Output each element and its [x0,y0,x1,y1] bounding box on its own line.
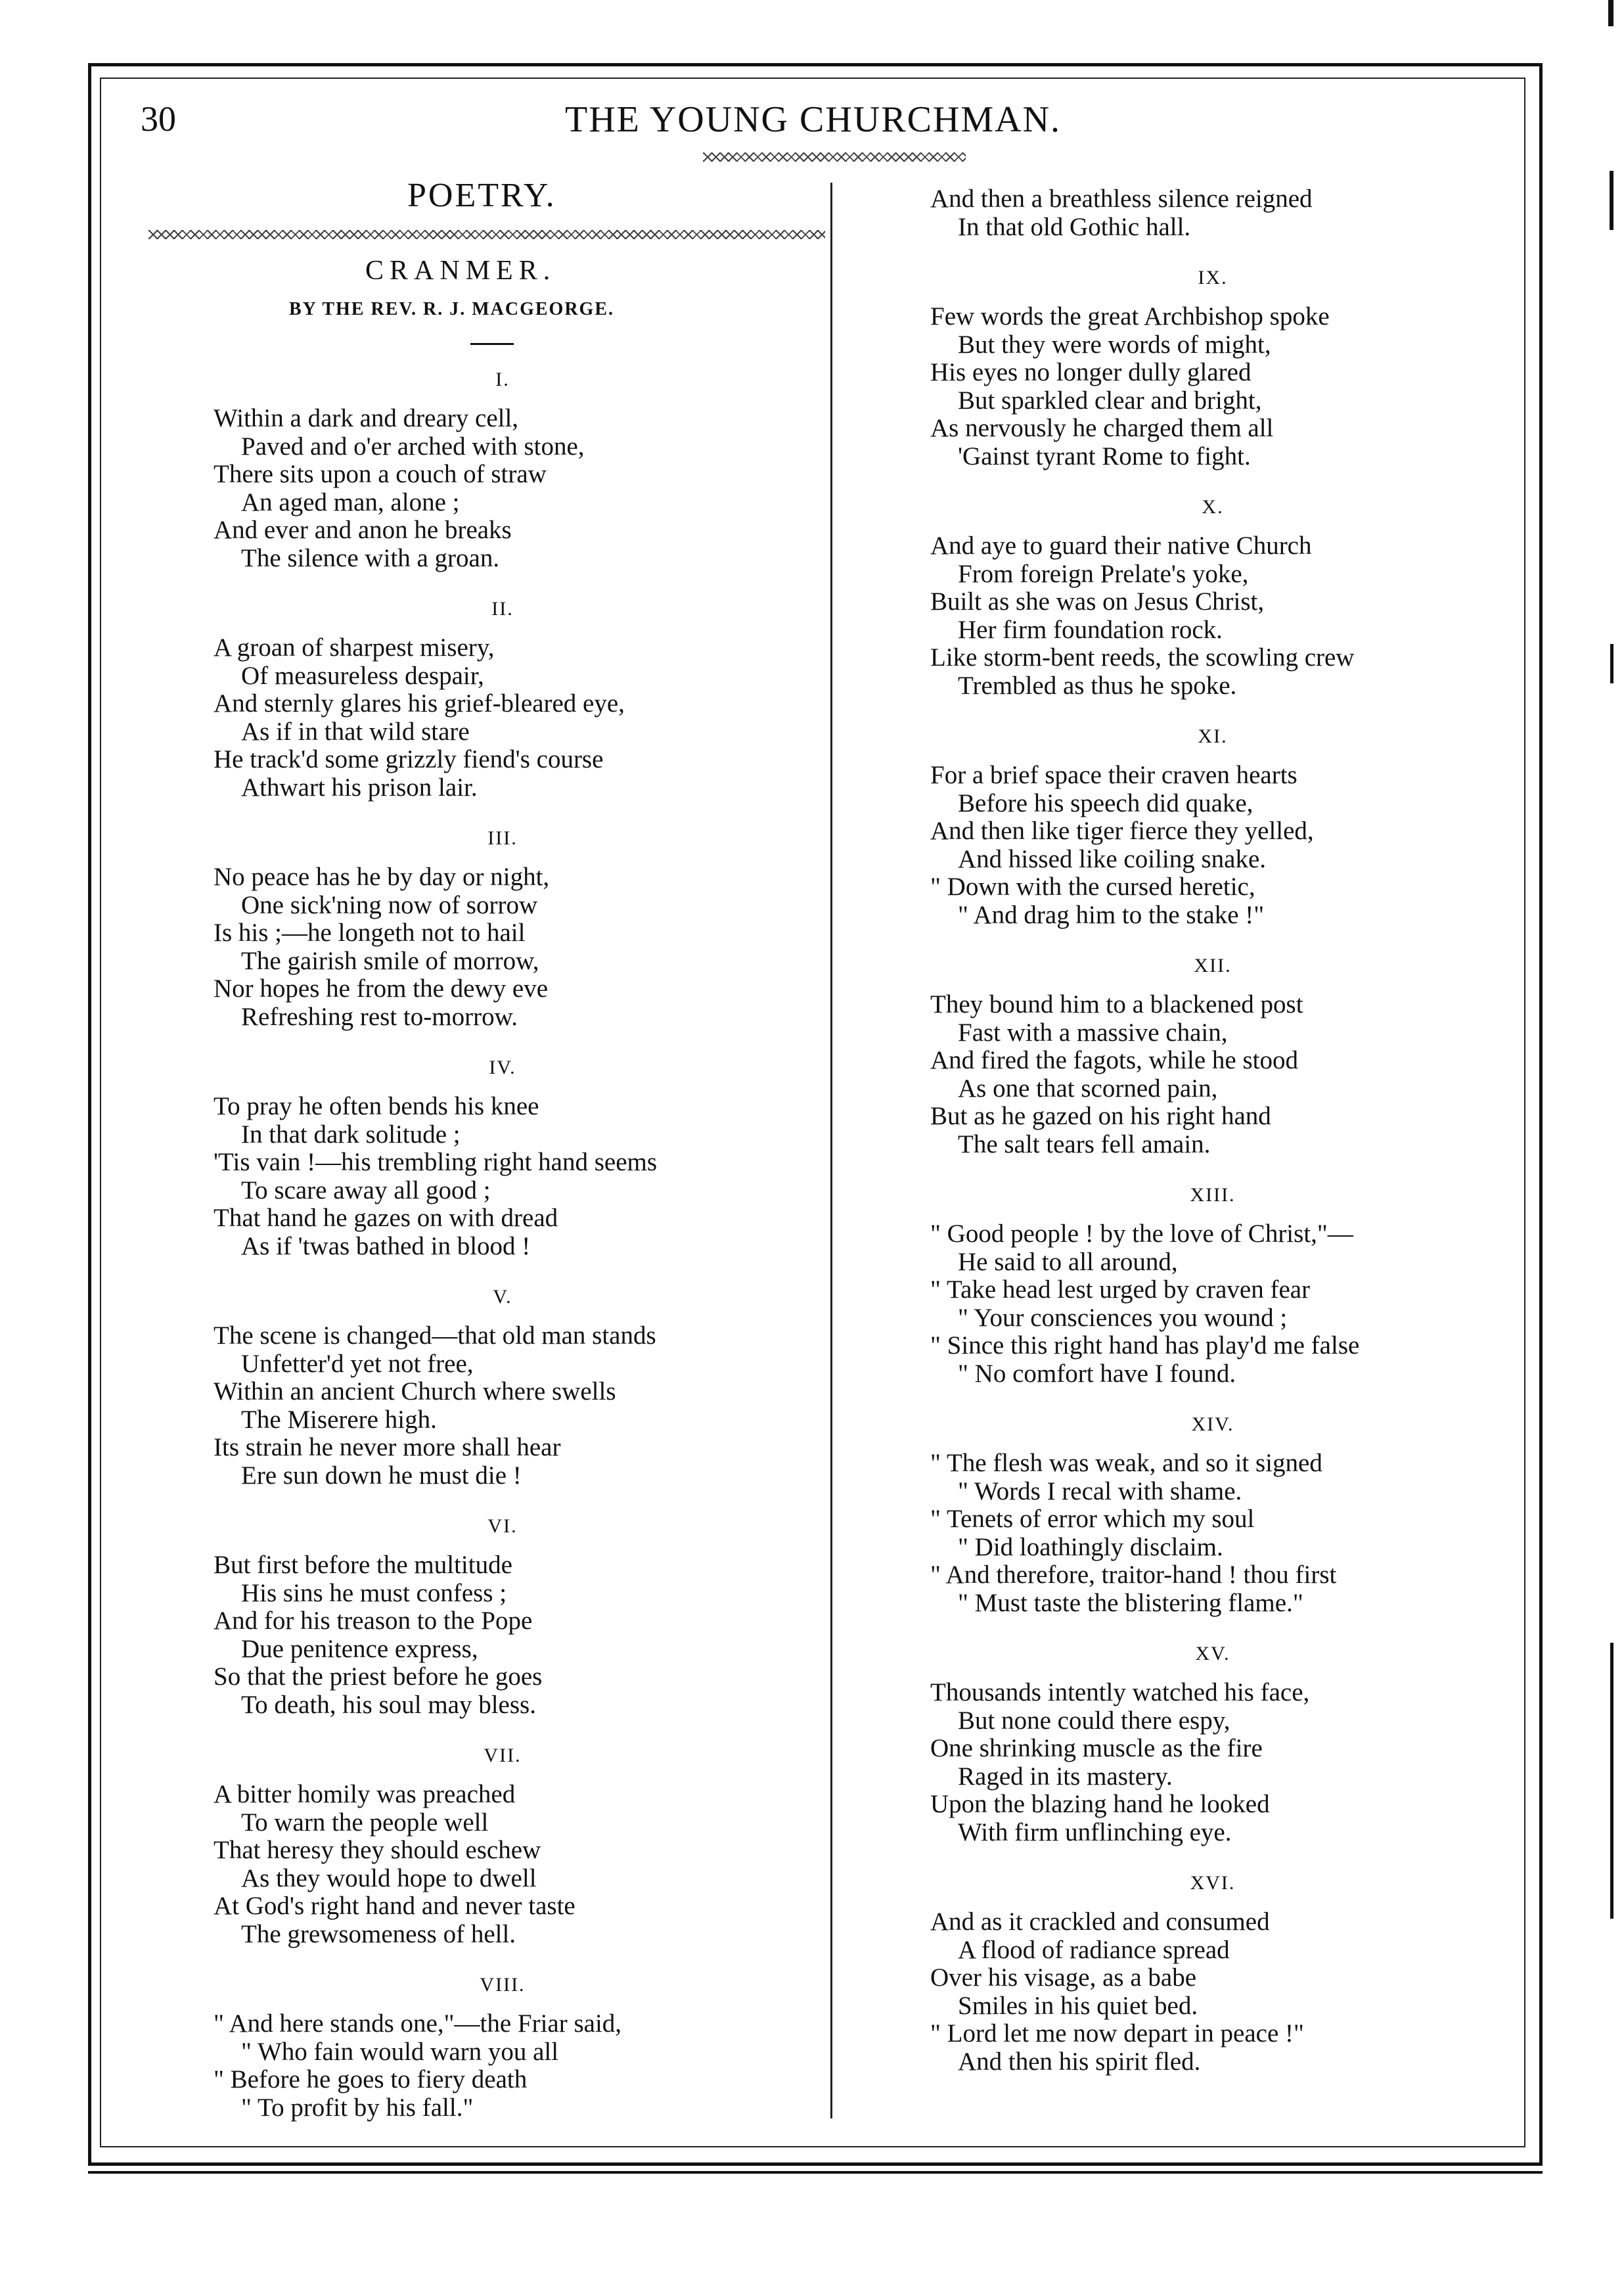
poem-line: A flood of radiance spread [958,1935,1230,1964]
poem-line: To pray he often bends his knee [214,1092,539,1120]
poem-line: That hand he gazes on with dread [214,1204,558,1232]
poem-line: The salt tears fell amain. [958,1130,1211,1158]
poem-line: An aged man, alone ; [241,488,460,516]
stanza [930,1870,1495,2076]
poem-line: The gairish smile of morrow, [241,946,539,975]
poem-line: One sick'ning now of sorrow [241,890,538,919]
poem-line: With firm unflinching eye. [958,1818,1232,1846]
stanza-numeral: XV. [1195,1643,1230,1664]
poem-line: Within a dark and dreary cell, [214,404,519,432]
poem-line: Her firm foundation rock. [958,615,1223,644]
page-number: 30 [141,99,176,139]
poem-line: So that the priest before he goes [214,1662,543,1691]
poem-line: But first before the multitude [214,1551,512,1579]
stanza [930,1182,1495,1388]
poem-line: Due penitence express, [241,1634,478,1663]
stanza-numeral: VII. [484,1745,522,1766]
poem-line: To warn the people well [241,1808,489,1837]
edge-mark-lower [1610,1643,1613,1919]
poem-line: Of measureless despair, [241,661,484,690]
poem-byline: BY THE REV. R. J. MACGEORGE. [289,299,614,319]
column-divider [830,183,832,2118]
poem-line: " Take head lest urged by craven fear [930,1275,1311,1304]
stanza [930,1641,1495,1846]
poem-line: Raged in its mastery. [958,1762,1173,1791]
stanza [214,1972,792,2122]
poem-line: " Tenets of error which my soul [930,1505,1255,1533]
left-column [214,367,792,2122]
poem-line: " No comfort have I found. [958,1359,1236,1388]
poem-line: As if 'twas bathed in blood ! [241,1231,531,1260]
poem-line: Built as she was on Jesus Christ, [930,587,1265,616]
stanza-numeral: VI. [487,1515,518,1537]
poem-line: From foreign Prelate's yoke, [958,559,1249,588]
poem-line: " The flesh was weak, and so it signed [930,1449,1322,1477]
poem-line: Ere sun down he must die ! [241,1461,522,1490]
poem-line: Trembled as thus he spoke. [958,671,1237,700]
stanza [930,723,1495,929]
poem-line: " Must taste the blistering flame." [958,1588,1303,1617]
poem-line: " Lord let me now depart in peace !" [930,2019,1304,2048]
stanza-numeral: XII. [1194,955,1232,976]
poem-line: There sits upon a couch of straw [214,460,547,488]
stanza [930,494,1495,700]
bottom-rule [88,2171,1543,2174]
poem-line: " Down with the cursed heretic, [930,873,1255,901]
poem-line: Its strain he never more shall hear [214,1433,561,1461]
poem-line: " Since this right hand has play'd me false [930,1331,1360,1360]
poem-line: His eyes no longer dully glared [930,358,1252,386]
stanza [930,265,1495,470]
poem-line: As nervously he charged them all [930,414,1274,442]
stanza-numeral: IX. [1198,267,1228,288]
poem-line: Upon the blazing hand he looked [930,1790,1270,1818]
poem-line: No peace has he by day or night, [214,863,550,891]
stanza-numeral: XI. [1198,725,1228,747]
poem-line: A groan of sharpest misery, [214,633,495,662]
running-head: THE YOUNG CHURCHMAN. [565,99,1062,140]
stanza-numeral: XVI. [1190,1872,1236,1894]
stanza [214,1055,792,1260]
poem-line: " And therefore, traitor-hand ! thou first [930,1561,1337,1589]
poem-line: And for his treason to the Pope [214,1607,533,1635]
poem-line: Paved and o'er arched with stone, [241,432,585,461]
poem-line: That heresy they should eschew [214,1836,541,1864]
poem-line: But as he gazed on his right hand [930,1102,1271,1130]
poem-line: Unfetter'd yet not free, [241,1349,474,1378]
poem-line: At God's right hand and never taste [214,1892,575,1920]
stanza [214,1284,792,1490]
poem-line: The grewsomeness of hell. [241,1919,516,1948]
poem-line: " Your consciences you wound ; [958,1303,1288,1332]
stanza-numeral: VIII. [480,1974,526,1996]
poem-line: Fast with a massive chain, [958,1018,1228,1047]
poem-line: One shrinking muscle as the fire [930,1734,1263,1762]
poem-line: " Who fain would warn you all [241,2037,559,2066]
poem-line: And as it crackled and consumed [930,1908,1270,1936]
poem-line: Before his speech did quake, [958,789,1253,817]
poem-line: And then a breathless silence reigned [930,185,1313,213]
poem-line: But they were words of might, [958,330,1271,359]
stanza [930,953,1495,1158]
poem-line: But sparkled clear and bright, [958,386,1262,415]
poem-line: Within an ancient Church where swells [214,1377,616,1406]
stanza [214,596,792,802]
stanza-numeral: I. [495,369,510,390]
poem-line: A bitter homily was preached [214,1780,516,1808]
poem-line: To death, his soul may bless. [241,1690,536,1719]
edge-mark-upper [1610,171,1613,230]
title-short-rule [470,343,514,345]
poem-line: " And drag him to the stake !" [958,900,1265,929]
poem-line: For a brief space their craven hearts [930,761,1297,789]
stanza-numeral: II. [491,598,514,620]
poem-line: He track'd some grizzly fiend's course [214,745,604,773]
poem-line: As one that scorned pain, [958,1074,1218,1103]
poem-line: As if in that wild stare [241,717,470,746]
poem-line: " And here stands one,"—the Friar said, [214,2009,622,2038]
poem-line: The silence with a groan. [241,543,500,572]
poem-line: Nor hopes he from the dewy eve [214,974,548,1003]
stanza-continuation [930,185,1495,241]
poem-line: " Before he goes to fiery death [214,2065,528,2094]
stanza [214,1513,792,1719]
poem-line: In that dark solitude ; [241,1120,461,1149]
poem-line: " Good people ! by the love of Christ,"— [930,1220,1353,1248]
poem-line: The scene is changed—that old man stands [214,1321,656,1350]
poem-title: CRANMER. [365,256,556,286]
poem-line: And aye to guard their native Church [930,532,1312,560]
poem-line: Refreshing rest to-morrow. [241,1002,518,1031]
poem-line: They bound him to a blackened post [930,990,1303,1018]
stanza-numeral: IV. [489,1057,516,1078]
poem-line: Over his visage, as a babe [930,1963,1197,1992]
section-title: POETRY. [407,177,556,214]
poem-line: And ever and anon he breaks [214,516,512,544]
stanza [214,825,792,1031]
poem-line: But none could there espy, [958,1706,1230,1735]
right-column [930,185,1495,2076]
stanza [214,1743,792,1948]
edge-mark-middle [1610,644,1613,683]
poem-line: He said to all around, [958,1247,1178,1276]
stanza [930,1411,1495,1617]
poem-line: And fired the fagots, while he stood [930,1046,1298,1074]
poem-line: And sternly glares his grief-bleared eye, [214,689,625,718]
section-ornament-rule [148,230,825,239]
stanza-numeral: V. [493,1286,512,1308]
poem-line: " Words I recal with shame. [958,1476,1242,1505]
poem-line: And then his spirit fled. [958,2047,1201,2076]
poem-line: And hissed like coiling snake. [958,844,1267,873]
stanza-numeral: III. [487,827,518,849]
poem-line: " To profit by his fall." [241,2093,474,2122]
edge-mark-top [1608,0,1613,26]
poem-line: In that old Gothic hall. [958,212,1191,241]
stanza-numeral: XIII. [1190,1184,1236,1206]
poem-line: And then like tiger fierce they yelled, [930,817,1314,845]
stanza [214,367,792,572]
poem-line: Is his ;—he longeth not to hail [214,919,526,947]
poem-line: Few words the great Archbishop spoke [930,302,1330,331]
stanza-numeral: XIV. [1191,1413,1234,1435]
poem-line: Smiles in his quiet bed. [958,1991,1198,2020]
poem-line: To scare away all good ; [241,1176,491,1204]
poem-line: Athwart his prison lair. [241,773,478,802]
poem-line: His sins he must confess ; [241,1578,507,1607]
poem-line: " Did loathingly disclaim. [958,1532,1223,1561]
poem-line: Thousands intently watched his face, [930,1678,1310,1706]
stanza-numeral: X. [1202,496,1224,518]
poem-line: 'Gainst tyrant Rome to fight. [958,442,1251,470]
poem-line: The Miserere high. [241,1405,437,1434]
header-ornament-rule [703,152,966,162]
poem-line: Like storm-bent reeds, the scowling crew [930,643,1355,672]
poem-line: As they would hope to dwell [241,1864,537,1892]
poem-line: 'Tis vain !—his trembling right hand seems [214,1148,658,1176]
